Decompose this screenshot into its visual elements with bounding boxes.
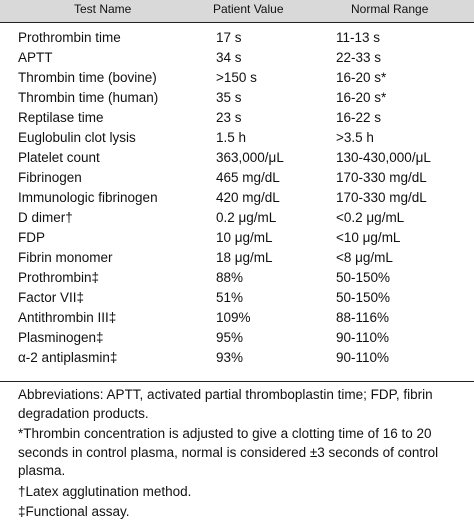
table-footnotes: [18, 386, 474, 522]
normal-range-cell: 130-430,000/μL: [336, 150, 431, 165]
table-row: [0, 348, 474, 368]
table-bottom-rule: [0, 381, 474, 382]
normal-range-cell: <10 μg/mL: [336, 230, 401, 245]
patient-value-cell: 363,000/μL: [216, 150, 284, 165]
test-name-cell: Thrombin time (human): [18, 90, 159, 105]
test-name-cell: Thrombin time (bovine): [18, 70, 157, 85]
test-name-cell: Factor VII‡: [18, 290, 85, 305]
normal-range-cell: <0.2 μg/mL: [336, 210, 405, 225]
patient-value-cell: 95%: [216, 330, 244, 345]
dagger-footnote: †Latex agglutination method.: [18, 483, 192, 499]
table-row: [0, 248, 474, 268]
table-row: [0, 308, 474, 328]
patient-value-cell: 17 s: [216, 30, 242, 45]
column-header-normal-range: Normal Range: [351, 2, 429, 16]
test-name-cell: Fibrin monomer: [18, 250, 113, 265]
table-row: [0, 268, 474, 288]
table-row: [0, 328, 474, 348]
patient-value-cell: 465 mg/dL: [216, 170, 280, 185]
normal-range-cell: 90-110%: [336, 350, 390, 365]
table-row: [0, 48, 474, 68]
column-header-test-name: Test Name: [74, 2, 132, 16]
normal-range-cell: >3.5 h: [336, 130, 374, 145]
normal-range-cell: 88-116%: [336, 310, 390, 325]
normal-range-cell: 170-330 mg/dL: [336, 190, 427, 205]
normal-range-cell: 50-150%: [336, 270, 391, 285]
normal-range-cell: 16-22 s: [336, 110, 382, 125]
test-name-cell: Fibrinogen: [18, 170, 82, 185]
normal-range-cell: 90-110%: [336, 330, 390, 345]
table-row: [0, 168, 474, 188]
table-body: [0, 28, 474, 368]
patient-value-cell: 93%: [216, 350, 244, 365]
table-row: [0, 208, 474, 228]
normal-range-cell: 50-150%: [336, 290, 391, 305]
abbreviations-note: Abbreviations: APTT, activated partial thromboplastin time; FDP, fibrin degradation products.: [18, 387, 433, 421]
normal-range-cell: 22-33 s: [336, 50, 382, 65]
normal-range-cell: <8 μg/mL: [336, 250, 393, 265]
table-row: [0, 28, 474, 48]
test-name-cell: Reptilase time: [18, 110, 104, 125]
normal-range-cell: 11-13 s: [336, 30, 381, 45]
table-header: [0, 0, 474, 23]
test-name-cell: APTT: [18, 50, 53, 65]
test-name-cell: Antithrombin III‡: [18, 310, 117, 325]
normal-range-cell: 16-20 s*: [336, 70, 387, 85]
test-name-cell: D dimer†: [18, 210, 73, 225]
column-header-patient-value: Patient Value: [213, 2, 284, 16]
test-name-cell: Euglobulin clot lysis: [18, 130, 136, 145]
patient-value-cell: 35 s: [216, 90, 242, 105]
patient-value-cell: 10 μg/mL: [216, 230, 273, 245]
patient-value-cell: 109%: [216, 310, 251, 325]
table-row: [0, 128, 474, 148]
asterisk-footnote: *Thrombin concentration is adjusted to give a clotting time of 16 to 20 seconds in control plasma, normal is considered ±3 seconds of control plasma.: [18, 426, 439, 478]
patient-value-cell: 0.2 μg/mL: [216, 210, 277, 225]
test-name-cell: FDP: [18, 230, 45, 245]
normal-range-cell: 170-330 mg/dL: [336, 170, 427, 185]
table-row: [0, 188, 474, 208]
double-dagger-footnote: ‡Functional assay.: [18, 504, 130, 519]
patient-value-cell: 1.5 h: [216, 130, 247, 145]
table-row: [0, 68, 474, 88]
test-name-cell: Prothrombin time: [18, 30, 121, 45]
patient-value-cell: 23 s: [216, 110, 242, 125]
patient-value-cell: 88%: [216, 270, 244, 285]
test-name-cell: Platelet count: [18, 150, 100, 165]
normal-range-cell: 16-20 s*: [336, 90, 387, 105]
table-row: [0, 288, 474, 308]
test-name-cell: Prothrombin‡: [18, 270, 100, 285]
table-row: [0, 108, 474, 128]
patient-value-cell: 51%: [216, 290, 244, 305]
patient-value-cell: 34 s: [216, 50, 242, 65]
table-row: [0, 228, 474, 248]
test-name-cell: Immunologic fibrinogen: [18, 190, 158, 205]
patient-value-cell: 18 μg/mL: [216, 250, 273, 265]
patient-value-cell: >150 s: [216, 70, 257, 85]
table-row: [0, 88, 474, 108]
test-name-cell: α-2 antiplasmin‡: [18, 350, 118, 365]
test-name-cell: Plasminogen‡: [18, 330, 104, 345]
table-row: [0, 148, 474, 168]
patient-value-cell: 420 mg/dL: [216, 190, 280, 205]
